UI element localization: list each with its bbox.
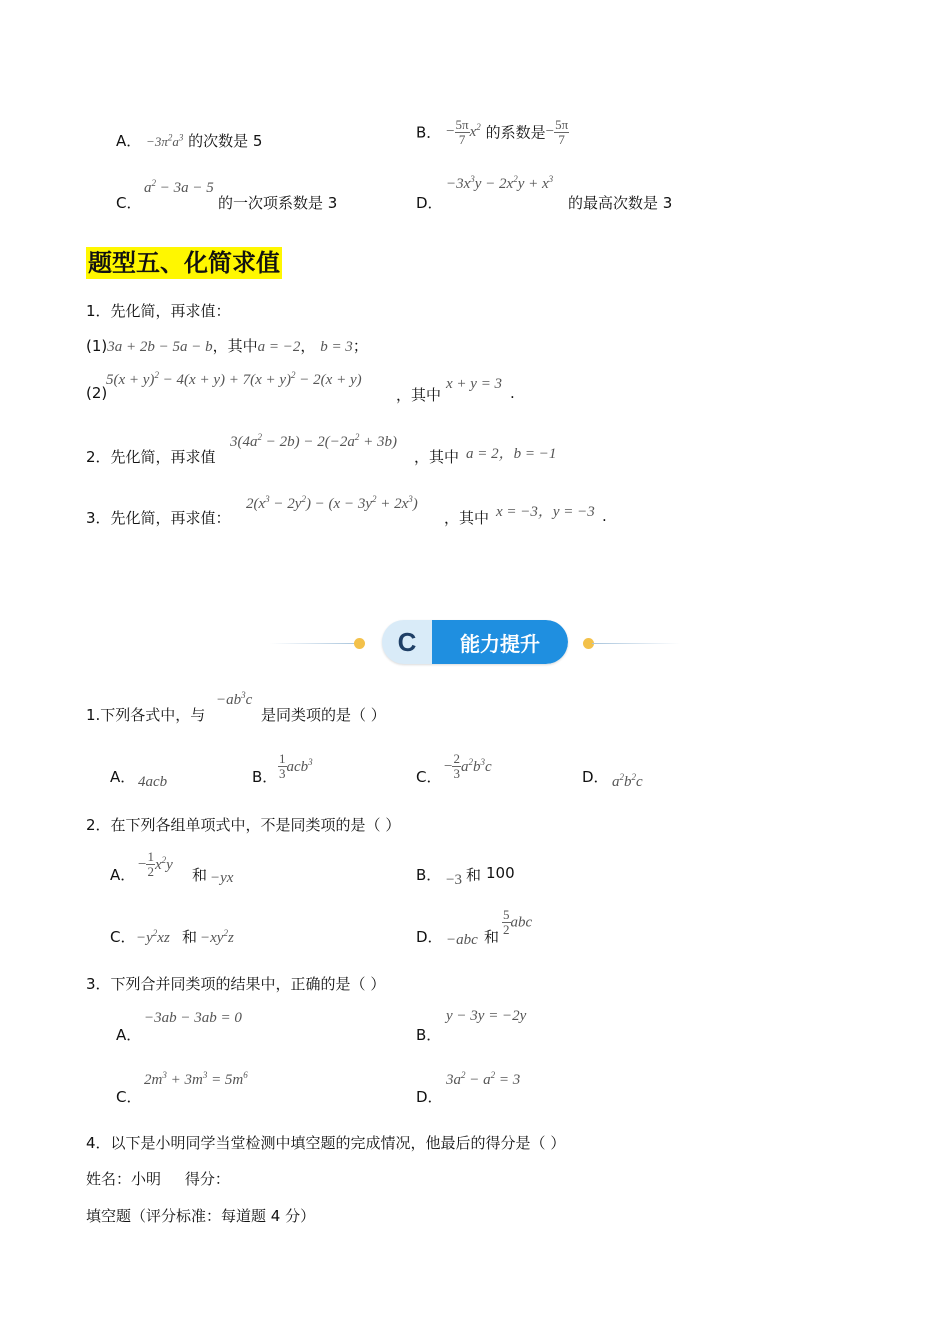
formula-d: $-3x^3y - 2x^2y + x^3$ <box>446 174 554 192</box>
ability-banner <box>270 618 680 668</box>
ability-question-2: 2．在下列各组单项式中，不是同类项的是（ ） <box>86 816 401 834</box>
ability-q1-options: A． 4acb B． $\frac{1}{3}$ acb$^3$ C． − $\frac{2}{3}$ $a^2b^3c$ D． $a^2b^2c$ <box>110 751 643 790</box>
formula-q1p2: $5(x + y)^2 - 4(x + y) + 7(x + y)^2 - 2(x + y)$ <box>106 370 362 388</box>
ability-question-3: 3．下列合并同类项的结果中，正确的是（ ） <box>86 975 386 993</box>
banner-title: 能力提升 <box>432 620 568 664</box>
formula-q1p1: 3a + 2b − 5a − b <box>107 339 213 355</box>
option-a: A． $-3\pi^2a^3$ 的次数是 5 <box>116 132 263 150</box>
formula-ability-q1: $-ab^3c$ <box>216 690 253 708</box>
formula-q3: $2(x^3 - 2y^2) - (x - 3y^2 + 2x^3)$ <box>246 494 418 512</box>
banner-line-right <box>592 643 680 644</box>
option-b: B． − $\frac{5\pi}{7}$ $x^2$ 的系数是− $\frac{5\pi}{7}$ <box>416 117 569 147</box>
formula-q2: $3(4a^2 - 2b) - 2(-2a^2 + 3b)$ <box>230 432 397 450</box>
fill-blank-header: 填空题（评分标准：每道题 4 分） <box>86 1207 316 1225</box>
ability-question-4: 4．以下是小明同学当堂检测中填空题的完成情况，他最后的得分是（ ） <box>86 1134 566 1152</box>
formula-c: $a^2 - 3a - 5$ <box>144 178 214 196</box>
student-name-line: 姓名：小明 得分： <box>86 1170 230 1188</box>
banner-letter: C <box>397 626 417 657</box>
formula-a: $-3\pi^2a^3$ <box>146 132 184 149</box>
question-1-intro: 1．先化简，再求值： <box>86 302 231 320</box>
banner-dot-left <box>354 638 365 649</box>
formula-b-coef: $\frac{5\pi}{7}$ <box>555 117 569 147</box>
question-1-part-1: (1)3a + 2b − 5a − b，其中a = −2， b = 3； <box>86 337 368 355</box>
formula-b-frac: $\frac{5\pi}{7}$ <box>455 117 469 147</box>
banner-line-left <box>270 643 358 644</box>
banner-pill <box>382 620 568 664</box>
section-title: 题型五、化简求值 <box>88 249 280 277</box>
